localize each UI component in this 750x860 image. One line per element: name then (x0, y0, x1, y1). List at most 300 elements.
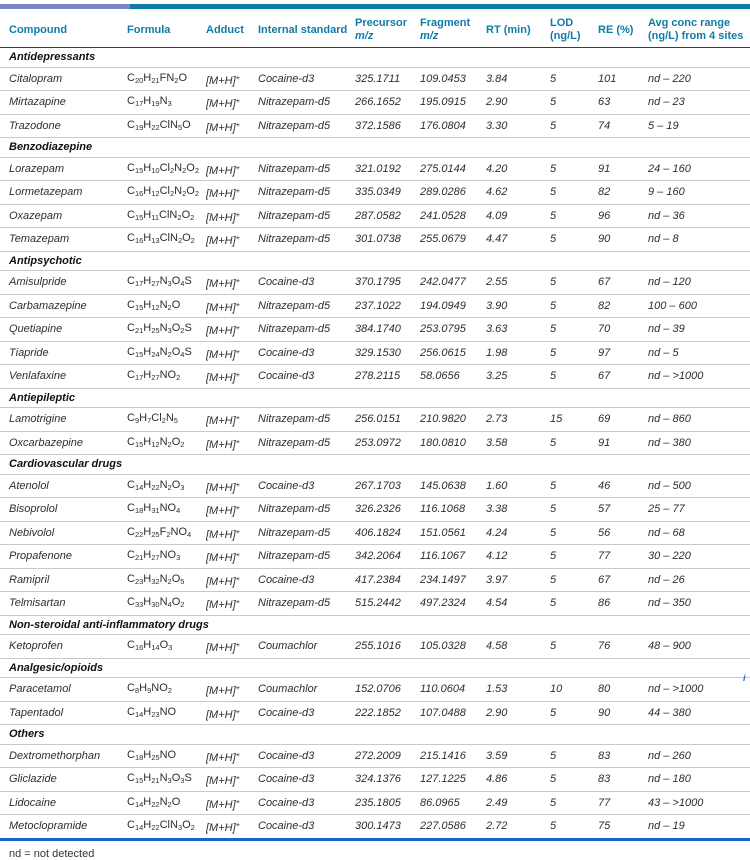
section-title: Others (9, 728, 45, 740)
section-row-benzodiazepine (0, 138, 750, 158)
section-title: Cardiovascular drugs (9, 458, 123, 470)
cell-lod: 5 (550, 72, 557, 85)
cell-internal-standard: Nitrazepam-d5 (258, 413, 331, 425)
cell-conc-range: 44 – 380 (648, 706, 691, 719)
cell-precursor-mz: 287.0582 (355, 209, 401, 222)
cell-precursor-mz: 272.2009 (355, 749, 401, 762)
cell-lod: 5 (550, 209, 557, 222)
section-row-analgesic-opioids (0, 658, 750, 678)
cell-re-pct: 97 (598, 346, 611, 359)
cell-internal-standard: Nitrazepam-d5 (258, 209, 331, 222)
cell-adduct: [M+H]+ (206, 683, 241, 697)
cell-lod: 5 (550, 370, 557, 382)
cell-compound: Bisoprolol (9, 503, 58, 515)
cell-lod: 5 (550, 346, 557, 359)
section-title: Benzodiazepine (9, 141, 93, 153)
cell-re-pct: 83 (598, 773, 611, 785)
cell-adduct: [M+H]+ (206, 436, 241, 451)
cell-conc-range: nd – >1000 (648, 370, 704, 382)
cell-compound: Atenolol (9, 479, 49, 492)
table-row (0, 431, 750, 455)
cell-fragment-mz: 234.1497 (420, 573, 466, 586)
cell-formula: $C_{23}H_{32}N_2O_5$ (127, 572, 185, 586)
cell-formula: $C_{33}H_{30}N_4O_2$ (127, 596, 185, 609)
cell-precursor-mz: 342.2064 (355, 550, 401, 562)
cell-compound: Lormetazepam (9, 186, 83, 198)
cell-rt-min: 3.38 (486, 503, 508, 515)
cell-lod: 5 (550, 749, 557, 762)
cell-rt-min: 4.58 (486, 640, 508, 652)
column-header-formula: Formula (127, 23, 171, 36)
cell-re-pct: 77 (598, 796, 611, 809)
cell-conc-range: nd – 5 (648, 346, 679, 359)
cell-fragment-mz: 116.1067 (420, 550, 466, 562)
column-header-compound: Compound (9, 23, 68, 36)
table-row (0, 521, 750, 545)
table-row (0, 67, 750, 91)
cell-formula: $C_{15}H_{24}N_2O_4S$ (127, 345, 192, 359)
table-row (0, 341, 750, 365)
cell-precursor-mz: 301.0738 (355, 233, 401, 245)
section-row-non-steroidal-anti-inflammatory-drugs (0, 615, 750, 635)
cell-precursor-mz: 417.2384 (355, 573, 401, 586)
cell-precursor-mz: 326.2326 (355, 503, 401, 515)
cell-fragment-mz: 253.0795 (420, 323, 466, 335)
cell-re-pct: 80 (598, 683, 611, 695)
cell-compound: Oxcarbazepine (9, 436, 83, 449)
cell-conc-range: 43 – >1000 (648, 796, 704, 809)
cell-conc-range: nd – 500 (648, 479, 691, 492)
cell-adduct: [M+H]+ (206, 233, 241, 247)
cell-adduct: [M+H]+ (206, 299, 241, 314)
cell-fragment-mz: 195.0915 (420, 96, 466, 108)
cell-lod: 5 (550, 323, 557, 335)
section-row-cardiovascular-drugs (0, 455, 750, 475)
cell-adduct: [M+H]+ (206, 479, 241, 494)
cell-precursor-mz: 329.1530 (355, 346, 401, 359)
column-header-avg-conc-range: Avg conc range (ng/L) from 4 sites (648, 17, 744, 42)
table-row (0, 204, 750, 228)
section-row-antipsychotic (0, 251, 750, 271)
cell-precursor-mz: 253.0972 (355, 436, 401, 449)
cell-formula: $C_{16}H_{12}Cl_2N_2O_2$ (127, 185, 200, 198)
cell-fragment-mz: 176.0804 (420, 119, 466, 132)
cell-formula: $C_{15}H_{21}N_3O_3S$ (127, 772, 192, 785)
cell-conc-range: nd – 860 (648, 413, 691, 425)
section-row-antiepileptic (0, 388, 750, 408)
cell-adduct: [M+H]+ (206, 820, 241, 834)
table-row (0, 365, 750, 389)
cell-precursor-mz: 222.1852 (355, 706, 401, 719)
cell-rt-min: 4.47 (486, 233, 508, 245)
cell-compound: Oxazepam (9, 209, 63, 222)
cell-precursor-mz: 237.1022 (355, 299, 401, 312)
column-header-fragment: Fragment m/z (420, 17, 471, 42)
cell-internal-standard: Cocaine-d3 (258, 370, 315, 382)
cell-fragment-mz: 107.0488 (420, 706, 466, 719)
table-row (0, 744, 750, 768)
cell-lod: 5 (550, 479, 557, 492)
cell-re-pct: 69 (598, 413, 611, 425)
cell-formula: $C_{15}H_{10}Cl_2N_2O_2$ (127, 161, 200, 175)
cell-internal-standard: Nitrazepam-d5 (258, 597, 331, 609)
compound-table-wrapper (0, 12, 750, 841)
cell-rt-min: 4.86 (486, 773, 508, 785)
cell-re-pct: 67 (598, 276, 611, 288)
column-header-re: RE (%) (598, 23, 634, 36)
cell-adduct: [M+H]+ (206, 96, 241, 110)
section-title: Analgesic/opioids (9, 661, 104, 674)
cell-rt-min: 4.20 (486, 162, 508, 175)
cell-re-pct: 63 (598, 96, 611, 108)
cell-internal-standard: Nitrazepam-d5 (258, 119, 331, 132)
top-accent-bar-left-segment (0, 4, 130, 9)
cell-formula: $C_{17}H_{19}N_3$ (127, 95, 172, 108)
cell-internal-standard: Cocaine-d3 (258, 276, 315, 288)
cell-rt-min: 1.60 (486, 479, 508, 492)
column-header-rt-min: RT (min) (486, 23, 531, 36)
cell-compound: Lorazepam (9, 162, 65, 175)
cell-formula: $C_{19}H_{22}ClN_5O$ (127, 118, 191, 132)
cell-adduct: [M+H]+ (206, 323, 241, 337)
cell-formula: $C_{14}H_{22}ClN_3O_2$ (127, 819, 195, 832)
cell-precursor-mz: 256.0151 (355, 413, 401, 425)
cell-internal-standard: Cocaine-d3 (258, 796, 315, 809)
cell-internal-standard: Nitrazepam-d5 (258, 503, 331, 515)
cell-internal-standard: Cocaine-d3 (258, 773, 315, 785)
cell-compound: Lamotrigine (9, 413, 67, 425)
cell-fragment-mz: 227.0586 (420, 820, 466, 832)
cell-fragment-mz: 194.0949 (420, 299, 466, 312)
cell-adduct: [M+H]+ (206, 773, 241, 787)
cell-formula: $C_{14}H_{23}NO$ (127, 705, 177, 719)
cell-conc-range: nd – 36 (648, 209, 685, 222)
cell-adduct: [M+H]+ (206, 209, 241, 224)
section-title: Antiepileptic (9, 391, 76, 404)
table-body (0, 48, 750, 838)
cell-internal-standard: Cocaine-d3 (258, 820, 315, 832)
cell-re-pct: 57 (598, 503, 611, 515)
cell-lod: 5 (550, 526, 557, 539)
cell-re-pct: 75 (598, 820, 611, 832)
cell-compound: Dextromethorphan (9, 749, 101, 762)
cell-compound: Lidocaine (9, 796, 57, 809)
cell-re-pct: 46 (598, 479, 611, 492)
cell-rt-min: 3.30 (486, 119, 508, 132)
cell-lod: 5 (550, 773, 557, 785)
cell-formula: $C_{16}H_{13}ClN_2O_2$ (127, 232, 195, 245)
cell-compound: Ramipril (9, 573, 50, 586)
cell-rt-min: 2.90 (486, 706, 508, 719)
cell-conc-range: 100 – 600 (648, 299, 697, 312)
cell-formula: $C_{14}H_{22}N_2O_3$ (127, 478, 185, 492)
cell-conc-range: nd – >1000 (648, 683, 704, 695)
cell-fragment-mz: 497.2324 (420, 597, 466, 609)
cell-fragment-mz: 275.0144 (420, 162, 466, 175)
table-row (0, 408, 750, 432)
cell-internal-standard: Nitrazepam-d5 (258, 323, 331, 335)
cell-conc-range: nd – 19 (648, 820, 685, 832)
cell-formula: $C_{18}H_{31}NO_4$ (127, 502, 181, 515)
cell-precursor-mz: 406.1824 (355, 526, 401, 539)
cell-fragment-mz: 109.0453 (420, 72, 466, 85)
table-row (0, 474, 750, 498)
cell-lod: 5 (550, 299, 557, 312)
cell-rt-min: 3.90 (486, 299, 508, 312)
cell-adduct: [M+H]+ (206, 597, 241, 611)
cell-adduct: [M+H]+ (206, 370, 241, 384)
cell-internal-standard: Coumachlor (258, 640, 318, 652)
cell-precursor-mz: 266.1652 (355, 96, 401, 108)
cell-fragment-mz: 180.0810 (420, 436, 466, 449)
cell-adduct: [M+H]+ (206, 186, 241, 200)
cell-compound: Ketoprofen (9, 640, 63, 652)
cell-internal-standard: Nitrazepam-d5 (258, 233, 331, 245)
cell-fragment-mz: 241.0528 (420, 209, 466, 222)
cell-conc-range: nd – 220 (648, 72, 691, 85)
cell-conc-range: nd – 260 (648, 749, 691, 762)
cell-adduct: [M+H]+ (206, 162, 241, 177)
cell-compound: Carbamazepine (9, 299, 87, 312)
cell-fragment-mz: 256.0615 (420, 346, 466, 359)
cell-fragment-mz: 215.1416 (420, 749, 466, 762)
cell-internal-standard: Nitrazepam-d5 (258, 162, 331, 175)
cell-conc-range: nd – 180 (648, 773, 691, 785)
cell-rt-min: 3.97 (486, 573, 508, 586)
column-header-adduct: Adduct (206, 23, 244, 36)
cell-rt-min: 4.54 (486, 597, 508, 609)
cell-conc-range: nd – 8 (648, 233, 679, 245)
cell-precursor-mz: 255.1016 (355, 640, 401, 652)
cell-internal-standard: Nitrazepam-d5 (258, 526, 331, 539)
cell-compound: Trazodone (9, 119, 61, 132)
cell-rt-min: 2.72 (486, 820, 508, 832)
cell-adduct: [M+H]+ (206, 706, 241, 721)
cell-conc-range: nd – 68 (648, 526, 685, 539)
cell-re-pct: 86 (598, 597, 611, 609)
cell-conc-range: nd – 380 (648, 436, 691, 449)
cell-lod: 5 (550, 640, 557, 652)
cell-adduct: [M+H]+ (206, 796, 241, 811)
cell-rt-min: 4.62 (486, 186, 508, 198)
cell-internal-standard: Nitrazepam-d5 (258, 550, 331, 562)
cell-internal-standard: Cocaine-d3 (258, 749, 315, 762)
table-row (0, 545, 750, 569)
cell-adduct: [M+H]+ (206, 276, 241, 290)
cell-lod: 5 (550, 597, 557, 609)
cell-formula: $C_8H_9NO_2$ (127, 682, 172, 695)
cell-internal-standard: Coumachlor (258, 683, 318, 695)
table-row (0, 157, 750, 181)
cell-conc-range: nd – 39 (648, 323, 685, 335)
cell-precursor-mz: 278.2115 (355, 370, 401, 382)
section-row-antidepressants (0, 48, 750, 68)
table-row (0, 114, 750, 138)
cell-lod: 5 (550, 706, 557, 719)
cell-rt-min: 3.58 (486, 436, 508, 449)
cell-formula: $C_9H_7Cl_2N_5$ (127, 412, 178, 425)
cell-lod: 5 (550, 796, 557, 809)
cell-compound: Gliclazide (9, 773, 57, 785)
cell-lod: 5 (550, 573, 557, 586)
cell-adduct: [M+H]+ (206, 526, 241, 541)
cell-re-pct: 82 (598, 186, 611, 198)
cell-formula: $C_{17}H_{27}NO_2$ (127, 369, 181, 382)
cell-compound: Telmisartan (9, 597, 66, 609)
table-row (0, 271, 750, 295)
clipped-glyph-artifact: i (743, 673, 746, 683)
table-row (0, 635, 750, 659)
cell-internal-standard: Cocaine-d3 (258, 573, 315, 586)
cell-re-pct: 96 (598, 209, 611, 222)
cell-lod: 15 (550, 413, 563, 425)
table-row (0, 228, 750, 252)
cell-fragment-mz: 242.0477 (420, 276, 466, 288)
cell-conc-range: 24 – 160 (648, 162, 691, 175)
cell-rt-min: 2.90 (486, 96, 508, 108)
column-header-internal-standard: Internal standard (258, 23, 348, 36)
cell-adduct: [M+H]+ (206, 72, 241, 87)
cell-re-pct: 70 (598, 323, 611, 335)
cell-conc-range: 9 – 160 (648, 186, 685, 198)
top-accent-bar (0, 4, 750, 9)
cell-fragment-mz: 58.0656 (420, 370, 460, 382)
cell-internal-standard: Cocaine-d3 (258, 706, 315, 719)
cell-formula: $C_{17}H_{27}N_3O_4S$ (127, 275, 192, 288)
cell-rt-min: 1.53 (486, 683, 508, 695)
cell-fragment-mz: 110.0604 (420, 683, 466, 695)
cell-precursor-mz: 300.1473 (355, 820, 401, 832)
table-row (0, 181, 750, 205)
cell-fragment-mz: 86.0965 (420, 796, 460, 809)
cell-adduct: [M+H]+ (206, 119, 241, 134)
cell-re-pct: 90 (598, 706, 611, 719)
cell-rt-min: 2.49 (486, 796, 508, 809)
table-row (0, 815, 750, 838)
cell-conc-range: 5 – 19 (648, 119, 679, 132)
cell-lod: 5 (550, 162, 557, 175)
cell-re-pct: 101 (598, 72, 617, 85)
cell-precursor-mz: 384.1740 (355, 323, 401, 335)
table-row (0, 91, 750, 115)
cell-re-pct: 67 (598, 370, 611, 382)
cell-compound: Amisulpride (9, 276, 67, 288)
cell-lod: 5 (550, 436, 557, 449)
cell-adduct: [M+H]+ (206, 573, 241, 588)
column-header-precursor: Precursor m/z (355, 17, 407, 42)
cell-precursor-mz: 335.0349 (355, 186, 401, 198)
cell-precursor-mz: 235.1805 (355, 796, 401, 809)
cell-internal-standard: Cocaine-d3 (258, 479, 315, 492)
cell-fragment-mz: 289.0286 (420, 186, 466, 198)
cell-fragment-mz: 116.1068 (420, 503, 466, 515)
cell-precursor-mz: 321.0192 (355, 162, 401, 175)
cell-re-pct: 91 (598, 162, 611, 175)
cell-rt-min: 4.24 (486, 526, 508, 539)
table-row (0, 592, 750, 616)
cell-rt-min: 3.59 (486, 749, 508, 762)
cell-conc-range: nd – 26 (648, 573, 685, 586)
cell-re-pct: 56 (598, 526, 611, 539)
cell-formula: $C_{22}H_{25}F_2NO_4$ (127, 525, 192, 539)
table-row (0, 294, 750, 318)
cell-compound: Quetiapine (9, 323, 63, 335)
cell-conc-range: nd – 120 (648, 276, 691, 288)
cell-adduct: [M+H]+ (206, 749, 241, 764)
cell-internal-standard: Nitrazepam-d5 (258, 96, 331, 108)
cell-re-pct: 90 (598, 233, 611, 245)
cell-formula: $C_{15}H_{11}ClN_2O_2$ (127, 208, 195, 222)
cell-internal-standard: Cocaine-d3 (258, 72, 315, 85)
cell-compound: Mirtazapine (9, 96, 66, 108)
cell-fragment-mz: 151.0561 (420, 526, 466, 539)
cell-adduct: [M+H]+ (206, 503, 241, 517)
column-header-lod: LOD (ng/L) (550, 17, 581, 42)
cell-formula: $C_{15}H_{12}N_2O_2$ (127, 435, 185, 449)
table-row (0, 318, 750, 342)
cell-rt-min: 3.63 (486, 323, 508, 335)
table-row (0, 701, 750, 725)
cell-re-pct: 83 (598, 749, 611, 762)
cell-internal-standard: Nitrazepam-d5 (258, 186, 331, 198)
cell-adduct: [M+H]+ (206, 413, 241, 427)
section-title: Antidepressants (9, 51, 96, 63)
cell-compound: Propafenone (9, 550, 72, 562)
section-title: Non-steroidal anti-inflammatory drugs (9, 618, 209, 631)
cell-conc-range: nd – 350 (648, 597, 691, 609)
cell-lod: 5 (550, 119, 557, 132)
top-accent-bar-right-segment (130, 4, 750, 9)
cell-precursor-mz: 372.1586 (355, 119, 401, 132)
cell-compound: Tiapride (9, 346, 49, 359)
cell-formula: $C_{18}H_{25}NO$ (127, 748, 177, 762)
cell-re-pct: 91 (598, 436, 611, 449)
cell-compound: Temazepam (9, 233, 70, 245)
cell-formula: $C_{21}H_{27}NO_3$ (127, 549, 181, 562)
cell-re-pct: 76 (598, 640, 611, 652)
cell-conc-range: nd – 23 (648, 96, 685, 108)
cell-lod: 10 (550, 683, 563, 695)
cell-precursor-mz: 152.0706 (355, 683, 401, 695)
cell-compound: Tapentadol (9, 706, 64, 719)
cell-formula: $C_{20}H_{21}FN_2O$ (127, 71, 187, 85)
cell-internal-standard: Nitrazepam-d5 (258, 299, 331, 312)
cell-re-pct: 67 (598, 573, 611, 586)
cell-compound: Paracetamol (9, 683, 71, 695)
cell-compound: Nebivolol (9, 526, 55, 539)
cell-conc-range: 48 – 900 (648, 640, 691, 652)
cell-internal-standard: Cocaine-d3 (258, 346, 315, 359)
cell-lod: 5 (550, 820, 557, 832)
cell-compound: Venlafaxine (9, 370, 67, 382)
cell-re-pct: 82 (598, 299, 611, 312)
cell-precursor-mz: 267.1703 (355, 479, 401, 492)
cell-fragment-mz: 105.0328 (420, 640, 466, 652)
cell-precursor-mz: 515.2442 (355, 597, 401, 609)
cell-fragment-mz: 145.0638 (420, 479, 466, 492)
cell-adduct: [M+H]+ (206, 640, 241, 654)
cell-lod: 5 (550, 233, 557, 245)
cell-lod: 5 (550, 503, 557, 515)
cell-precursor-mz: 325.1711 (355, 72, 401, 85)
cell-formula: $C_{21}H_{25}N_3O_2S$ (127, 322, 192, 335)
table-footnote: nd = not detected (9, 847, 95, 860)
section-row-others (0, 725, 750, 745)
cell-lod: 5 (550, 96, 557, 108)
cell-compound: Citalopram (9, 72, 63, 85)
cell-adduct: [M+H]+ (206, 346, 241, 361)
table-row (0, 768, 750, 792)
